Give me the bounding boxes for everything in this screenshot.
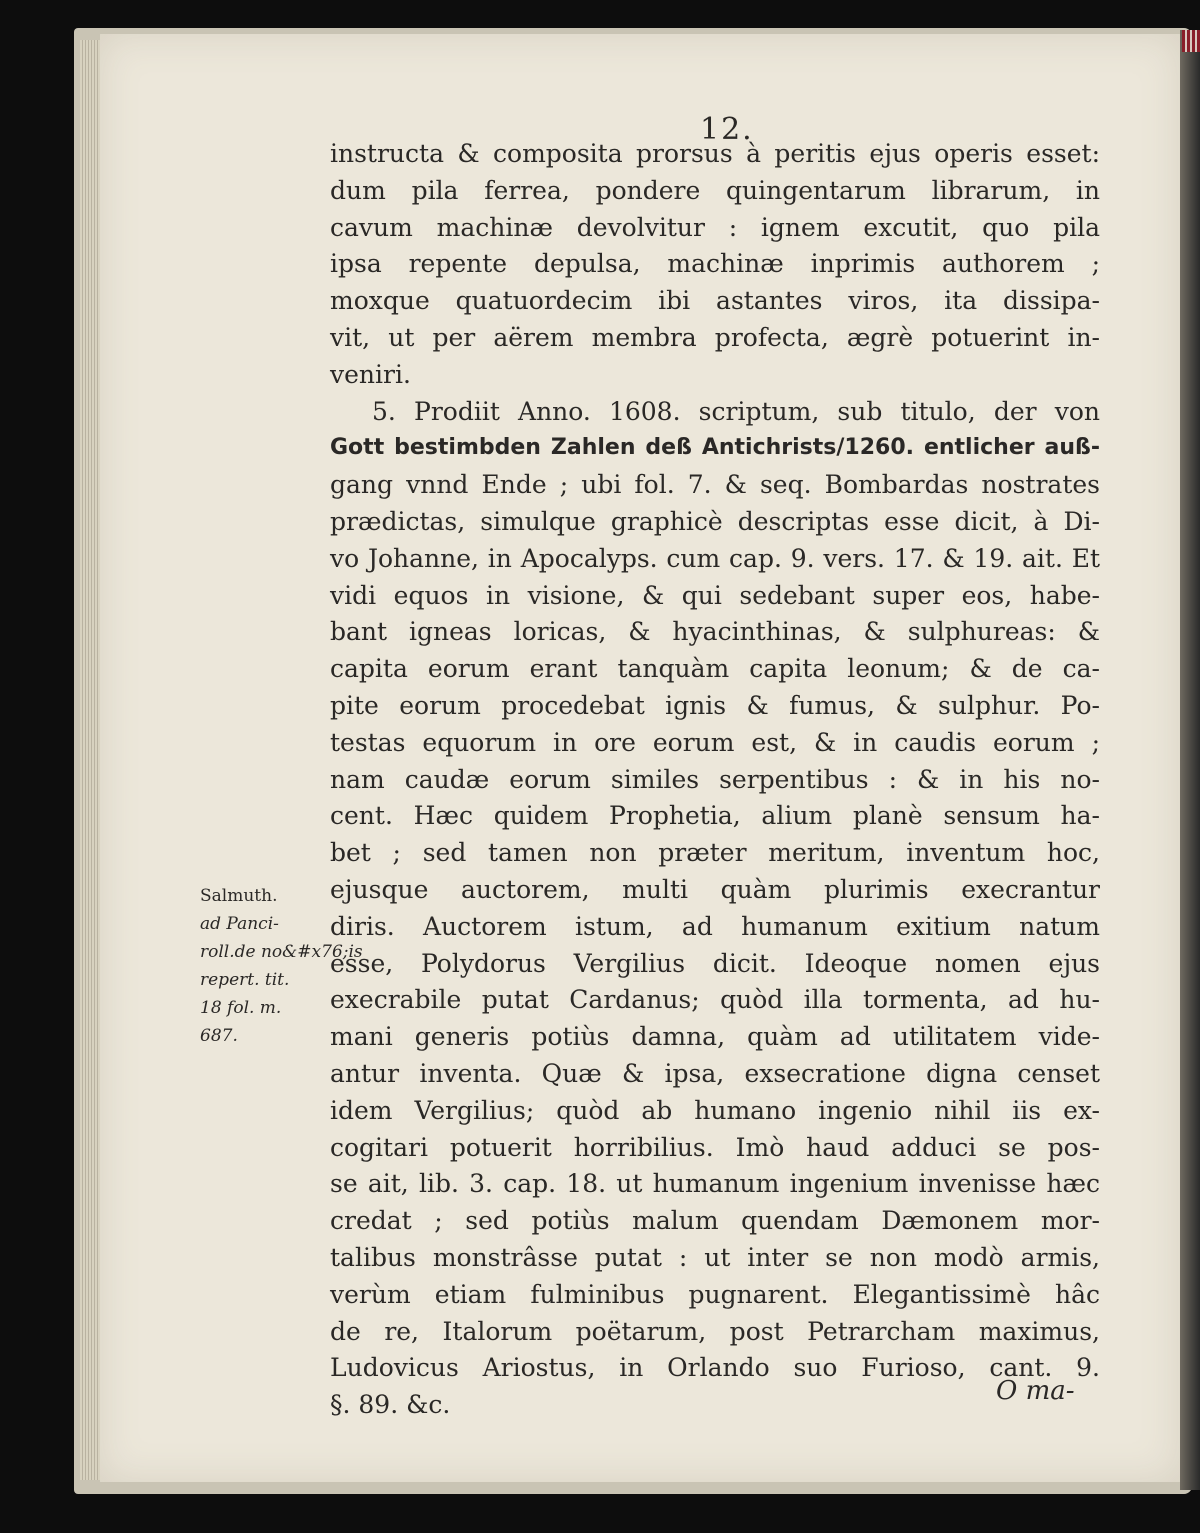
- text-line: bet ; sed tamen non præter meritum, inventum hoc,: [330, 838, 1100, 868]
- text-line: cogitari potuerit horribilius. Imò haud adduci se pos-: [330, 1132, 1100, 1162]
- text-line: credat ; sed potiùs malum quendam Dæmonem mor-: [330, 1206, 1100, 1236]
- text-line: 5. Prodiit Anno. 1608. scriptum, sub titulo, der von: [372, 396, 1100, 426]
- text-line: instructa & composita prorsus à peritis ejus operis esset:: [330, 139, 1100, 168]
- text-line: antur inventa. Quæ & ipsa, exsecratione digna censet: [330, 1058, 1100, 1088]
- text-line: Gott bestimbden Zahlen deß Antichrists/1260. entlicher auß-: [330, 435, 1100, 461]
- text-line: dum pila ferrea, pondere quingentarum librarum, in: [330, 175, 1100, 205]
- margin-note-line: Salmuth.: [200, 886, 278, 906]
- text-line: execrabile putat Cardanus; quòd illa tormenta, ad hu-: [330, 985, 1100, 1015]
- text-line: vidi equos in visione, & qui sedebant super eos, habe-: [330, 580, 1100, 610]
- text-line: Ludovicus Ariostus, in Orlando suo Furioso, cant. 9.: [330, 1353, 1100, 1383]
- body-text: [330, 136, 1100, 1424]
- text-line: diris. Auctorem istum, ad humanum exitium natum: [330, 911, 1100, 941]
- text-line: verùm etiam fulminibus pugnarent. Elegantissimè hâc: [330, 1279, 1100, 1309]
- text-line: capita eorum erant tanquàm capita leonum; & de ca-: [330, 654, 1100, 684]
- margin-note: [200, 882, 363, 1050]
- text-line: nam caudæ eorum similes serpentibus : & in his no-: [330, 764, 1100, 794]
- text-line: moxque quatuordecim ibi astantes viros, ita dissipa-: [330, 286, 1100, 316]
- bookmark-ribbon-icon: [1182, 30, 1200, 52]
- page-number: 12.: [700, 112, 754, 147]
- text-line: bant igneas loricas, & hyacinthinas, & sulphureas: &: [330, 617, 1100, 647]
- text-line: cent. Hæc quidem Prophetia, alium planè sensum ha-: [330, 801, 1100, 831]
- margin-note-line: repert. tit.: [200, 970, 290, 990]
- text-line: talibus monstrâsse putat : ut inter se non modò armis,: [330, 1242, 1100, 1272]
- text-line: testas equorum in ore eorum est, & in caudis eorum ;: [330, 727, 1100, 757]
- text-line: cavum machinæ devolvitur : ignem excutit, quo pila: [330, 212, 1100, 242]
- text-line: esse, Polydorus Vergilius dicit. Ideoque nomen ejus: [330, 948, 1100, 978]
- text-line: mani generis potiùs damna, quàm ad utilitatem vide-: [330, 1022, 1100, 1052]
- margin-note-line: ad Panci-: [200, 914, 279, 934]
- margin-note-line: 18 fol. m.: [200, 998, 282, 1018]
- margin-note-line: roll.de no&#x76;is: [200, 942, 363, 962]
- text-line: vit, ut per aërem membra profecta, ægrè potuerint in-: [330, 322, 1100, 352]
- text-line: idem Vergilius; quòd ab humano ingenio nihil iis ex-: [330, 1095, 1100, 1125]
- text-line: gang vnnd Ende ; ubi fol. 7. & seq. Bombardas nostrates: [330, 470, 1100, 500]
- text-line: §. 89. &c.: [330, 1390, 451, 1420]
- margin-note-line: 687.: [200, 1026, 238, 1046]
- text-line: vo Johanne, in Apocalyps. cum cap. 9. vers. 17. & 19. ait. Et: [330, 543, 1100, 573]
- text-line: pite eorum procedebat ignis & fumus, & sulphur. Po-: [330, 690, 1100, 720]
- text-line: se ait, lib. 3. cap. 18. ut humanum ingenium invenisse hæc: [330, 1169, 1100, 1199]
- book-binding: [1180, 30, 1200, 1490]
- text-line: ejusque auctorem, multi quàm plurimis execrantur: [330, 874, 1100, 904]
- text-line: ipsa repente depulsa, machinæ inprimis authorem ;: [330, 249, 1100, 279]
- catchword: O ma-: [996, 1376, 1075, 1406]
- text-line: de re, Italorum poëtarum, post Petrarcham maximus,: [330, 1316, 1100, 1346]
- text-line: prædictas, simulque graphicè descriptas esse dicit, à Di-: [330, 506, 1100, 536]
- text-line: veniri.: [330, 359, 411, 389]
